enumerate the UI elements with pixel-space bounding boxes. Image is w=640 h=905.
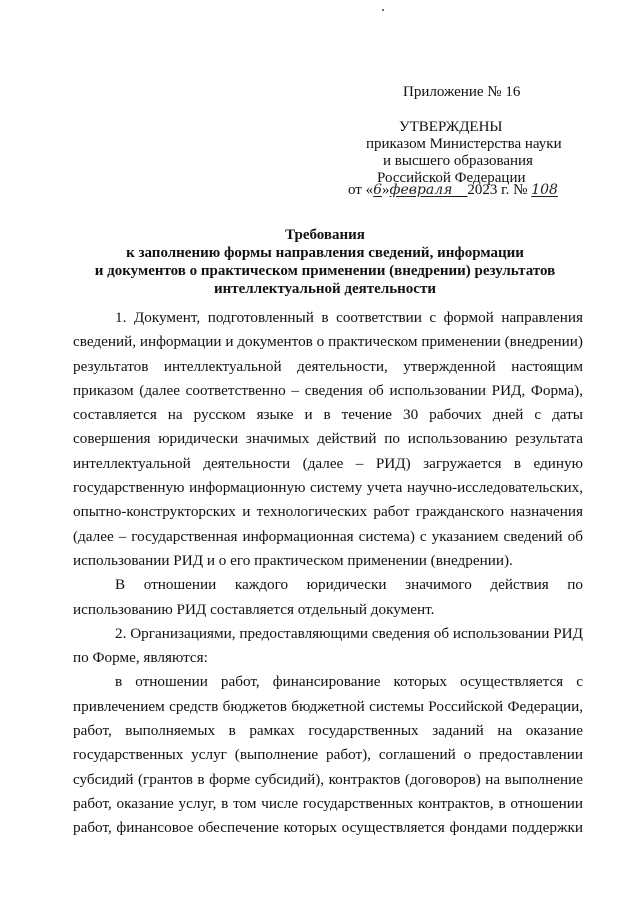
- order-line-2: и высшего образования: [383, 153, 533, 169]
- paragraph-3: 2. Организациями, предоставляющими сведения об использовании РИД по Форме, являются:: [73, 624, 583, 667]
- paragraph-2: В отношении каждого юридически значимого действия по использованию РИД составляется отдельный документ.: [73, 576, 583, 618]
- order-date-line: [348, 182, 558, 199]
- title-line-4: интеллектуальной деятельности: [214, 281, 436, 297]
- date-prefix: от «: [348, 182, 374, 198]
- paragraph-4: в отношении работ, финансирование которых осуществляется с привлечением средств бюджетов бюджетной системы Российской Федерации, работ, выполняемых в рамках государственных заданий на оказание государственных услуг (выполнение работ), соглашений о предоставлении субсидий (грантов в форме субсидий), контрактов (договоров) на выполнение работ, оказание услуг, в том числе государственных контрактов, в отношении работ, финансовое обеспечение которых осуществляется фондами поддержки: [73, 673, 583, 837]
- order-line-3: Российской Федерации: [377, 170, 526, 186]
- order-number-handwritten: 108: [531, 182, 558, 198]
- date-month-handwritten: февраля: [389, 182, 453, 198]
- scan-speck: [382, 9, 384, 11]
- document-title: [60, 226, 590, 298]
- date-year: 2023 г. №: [467, 182, 528, 198]
- title-line-1: Требования: [285, 227, 365, 243]
- title-line-2: к заполнению формы направления сведений, информации: [126, 245, 524, 261]
- paragraph-1: 1. Документ, подготовленный в соответствии с формой направления сведений, информации и документов о практическом применении (внедрении) результатов интеллектуальной деятельности, утвержденной настоящим приказом (далее соответственно – сведения об использовании РИД, Форма), составляется на русском языке и в течение 30 рабочих дней с даты совершения юридически значимых действий по использованию результата интеллектуальной деятельности (далее – РИД) загружается в единую государственную информационную систему учета научно-исследовательских, опытно-конструкторских и технологических работ гражданского назначения (далее – государственная информационная система) с указанием сведений об использовании РИД и о его практическом применении (внедрении).: [73, 309, 583, 569]
- date-day-handwritten: 6: [373, 182, 383, 198]
- approved-label: УТВЕРЖДЕНЫ: [399, 119, 503, 135]
- order-line-1: приказом Министерства науки: [366, 136, 562, 152]
- appendix-number: Приложение № 16: [403, 84, 521, 100]
- date-mid: »: [382, 182, 390, 198]
- date-underline-space: [452, 182, 467, 198]
- title-line-3: и документов о практическом применении (внедрении) результатов: [94, 263, 556, 279]
- document-body: [73, 306, 583, 841]
